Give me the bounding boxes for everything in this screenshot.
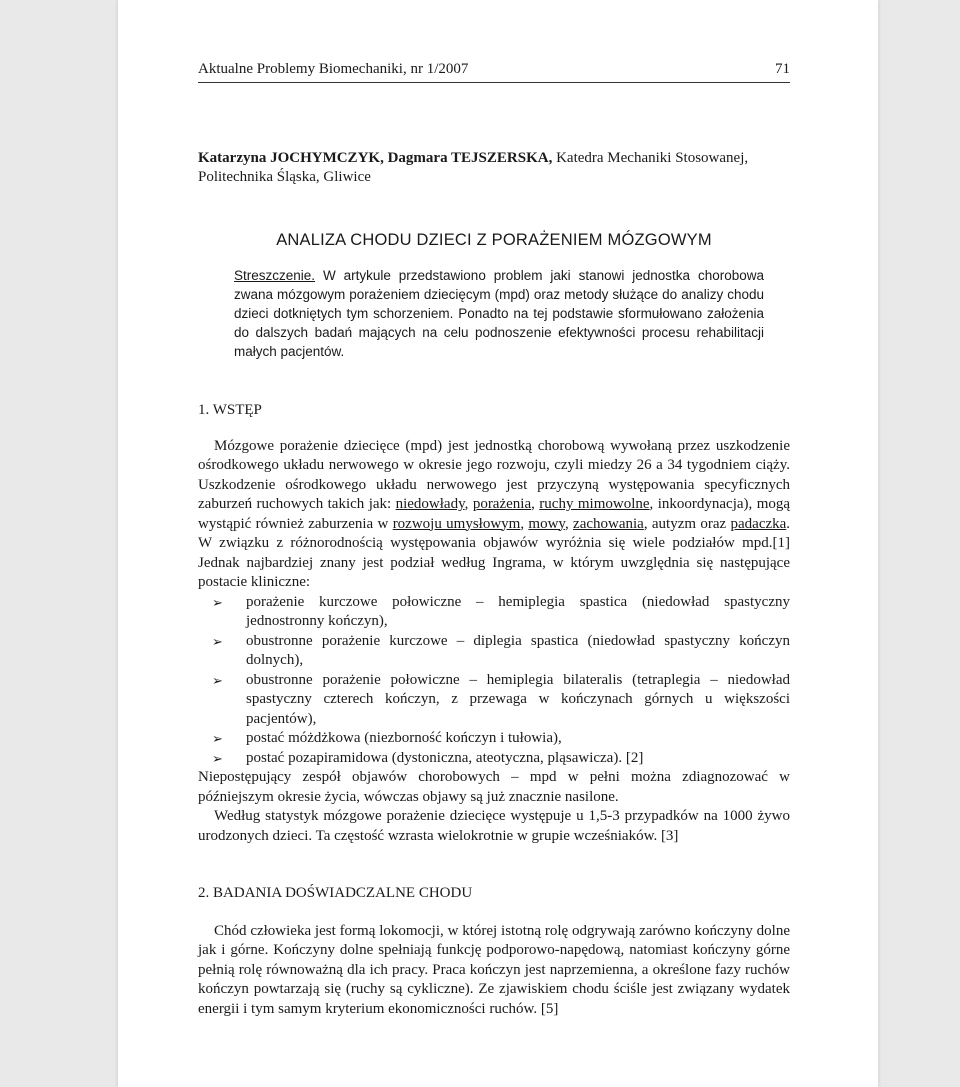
paragraph: Mózgowe porażenie dziecięce (mpd) jest jednostką chorobową wywołaną przez uszkodzenie ośrodkowego układu nerwowego w okresie jego rozwoju, czyli miedzy 26 a 34 tygodniem ciąży. Uszkodzenie ośrodkowego układu nerwowego jest przyczyną występowania specyficznych zaburzeń ruchowych takich jak: niedowłady, porażenia, ruchy mimowolne, inkoordynacja), mogą wystąpić również zaburzenia w rozwoju umysłowym, mowy, zachowania, autyzm oraz padaczka. W związku z różnorodnością występowania objawów wyróżnia się wiele podziałów mpd.[1] Jednak najbardziej znany jest podział według Ingrama, w którym uwzględnia się następujące postacie kliniczne: — [198, 437, 791, 590]
abstract-text: W artykule przedstawiono problem jaki stanowi jednostka chorobowa zwana mózgowym porażeniem dziecięcym (mpd) oraz metody służące do analizy chodu dzieci dotkniętych tym schorzeniem. Ponadto na tej podstawie sformułowano założenia do dalszych badań mających na celu podnoszenie efektywności procesu rehabilitacji małych pacjentów. — [234, 268, 764, 359]
paragraph: Chód człowieka jest formą lokomocji, w której istotną rolę odgrywają zarówno kończyny dolne jak i górne. Kończyny dolne spełniają funkcję podporowo-napędową, natomiast kończyny górne pełnią rolę równoważną dla ich pracy. Praca kończyn jest naprzemienna, a określone fazy ruchów kończyn powtarzają się (ruchy są cykliczne). Ze zjawiskiem chodu ściśle jest związany wydatek energii i tym samym kryterium ekonomiczności ruchów. [5] — [198, 922, 790, 1017]
link-niedowlady[interactable]: niedowłady — [395, 496, 465, 512]
author-block — [198, 149, 790, 187]
running-header — [198, 60, 790, 83]
arrow-bullet-icon: ➢ — [212, 594, 223, 610]
clinical-forms-list — [198, 593, 790, 769]
arrow-bullet-icon: ➢ — [212, 672, 223, 688]
arrow-bullet-icon: ➢ — [212, 750, 223, 766]
list-item: ➢ postać pozapiramidowa (dystoniczna, ateotyczna, pląsawicza). [2] — [198, 749, 790, 769]
affiliation-location: Politechnika Śląska, Gliwice — [198, 168, 371, 185]
paragraph: Niepostępujący zespół objawów chorobowych – mpd w pełni można zdiagnozować w późniejszym okresie życia, wówczas objawy są już znacznie nasilone. — [198, 769, 790, 805]
section-body — [198, 437, 790, 847]
abstract-label: Streszczenie. — [234, 268, 316, 283]
link-ruchy-mimowolne[interactable]: ruchy mimowolne — [539, 496, 650, 512]
affiliation: Katedra Mechaniki Stosowanej, — [552, 149, 749, 166]
arrow-bullet-icon: ➢ — [212, 633, 223, 649]
section-heading: 2. BADANIA DOŚWIADCZALNE CHODU — [198, 885, 473, 901]
author-name: Katarzyna JOCHYMCZYK, — [198, 149, 384, 166]
link-rozwoj-umyslowy[interactable]: rozwoju umysłowym — [392, 515, 521, 532]
list-item: ➢ obustronne porażenie kurczowe – diplegia spastica (niedowład spastyczny kończyn dolnych), — [212, 632, 790, 668]
link-zachowanie[interactable]: zachowania — [573, 515, 644, 532]
page-content — [198, 60, 790, 1019]
list-item: ➢ porażenie kurczowe połowiczne – hemiplegia spastica (niedowład spastyczny jednostronny kończyn), — [212, 593, 790, 629]
page-number: 71 — [775, 61, 790, 77]
abstract — [234, 266, 764, 361]
paragraph: Według statystyk mózgowe porażenie dziecięce występuje u 1,5-3 przypadków na 1000 żywo urodzonych dzieci. Ta częstość wzrasta wielokrotnie w grupie wcześniaków. [3] — [198, 808, 790, 844]
link-padaczka[interactable]: padaczka — [730, 515, 787, 532]
journal-name: Aktualne Problemy Biomechaniki, nr 1/2007 — [198, 61, 469, 77]
section-heading: 1. WSTĘP — [198, 402, 262, 418]
section-body — [198, 922, 790, 1020]
link-mowa[interactable]: mowy — [528, 515, 565, 532]
list-item: ➢ obustronne porażenie połowiczne – hemiplegia bilateralis (tetraplegia – niedowład spastyczny czterech kończyn, z przewaga w kończynach górnych u większości pacjentów), — [212, 671, 790, 727]
link-porazenia[interactable]: porażenia — [472, 496, 532, 512]
list-item: ➢ postać móżdżkowa (niezborność kończyn i tułowia), — [198, 729, 790, 749]
arrow-bullet-icon: ➢ — [212, 731, 223, 746]
document-page — [118, 0, 878, 1087]
author-name: Dagmara TEJSZERSKA, — [387, 149, 553, 166]
paper-title: ANALIZA CHODU DZIECI Z PORAŻENIEM MÓZGOWYM — [276, 230, 712, 249]
